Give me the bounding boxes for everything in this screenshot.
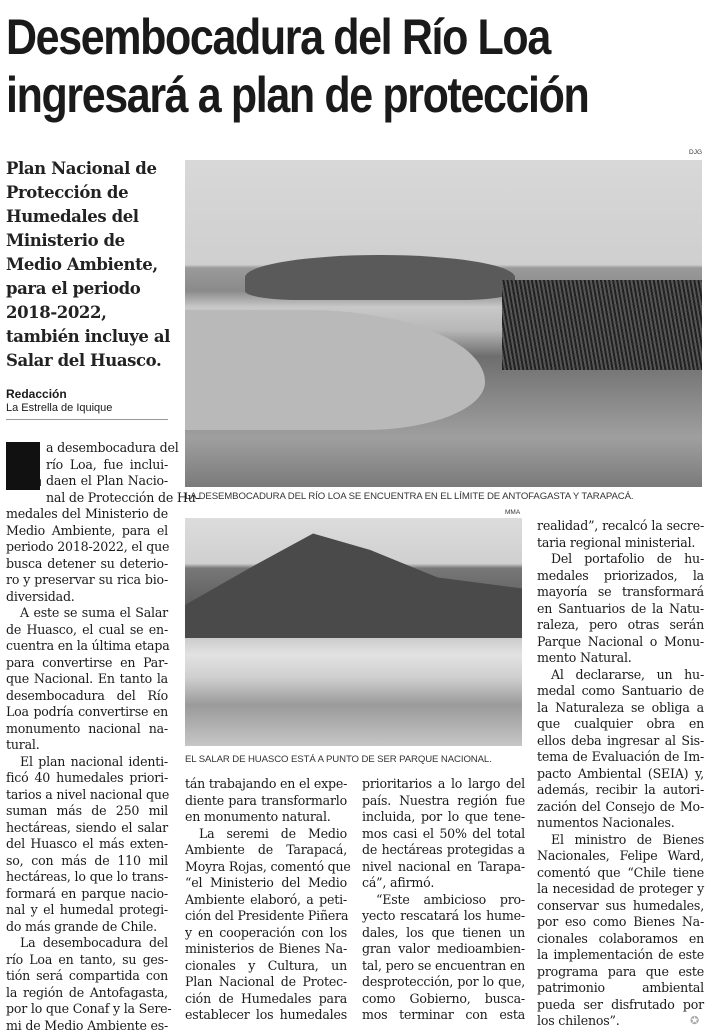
headline-line-1: Desembocadura del Río Loa: [6, 9, 550, 65]
article-text-line: busca detener su deterio-: [6, 555, 168, 571]
article-text-line: diente para transformarlo: [185, 792, 347, 808]
article-text-line: so, con más de 110 mil: [6, 852, 168, 868]
article-text-line: pueda ser disfrutado por: [537, 996, 704, 1012]
article-text-line: incluida, por lo que tene-: [362, 809, 525, 824]
article-text-line: programa para que este: [537, 963, 704, 979]
article-text-line: ministerios de Bienes Na-: [185, 941, 347, 956]
article-text-line: establecer los humedales: [185, 1007, 347, 1022]
article-text-line: dales, los que tienen un: [362, 924, 525, 940]
article-text-line: Del portafolio de hu-: [551, 551, 704, 566]
photo-salar-huasco: [185, 518, 522, 746]
article-text-line: la necesidad de proteger y: [537, 881, 704, 896]
photo-shape: [185, 528, 522, 638]
photo-shape: [185, 310, 485, 430]
article-text-line: que cualquier obra en: [537, 716, 704, 731]
article-text-line: país. Nuestra región fue: [362, 792, 525, 808]
article-text-line: tión será compartida con: [6, 968, 168, 983]
article-text-line: ficó 40 humedales priori-: [6, 770, 168, 785]
article-text-line: ción de Humedales para: [185, 990, 347, 1006]
article-column-3: [362, 776, 525, 1024]
article-text-line: del Huasco el más exten-: [6, 836, 168, 851]
article-text-line: Moyra Rojas, comentó que: [185, 858, 351, 874]
article-text-line: Loa podría convertirse en: [6, 704, 168, 719]
article-text-line: monumento nacional na-: [6, 720, 168, 736]
article-text-line: nal de Protección de Hu-: [46, 489, 200, 505]
article-text-line: además, recibir la autori-: [537, 782, 704, 797]
article-text-line: Plan Nacional de Protec-: [185, 974, 347, 989]
article-text-line: Medio Ambiente, para el: [6, 522, 168, 538]
article-text-line: nal y el humedal protegi-: [6, 902, 168, 917]
article-text-line: patrimonio ambiental: [537, 980, 704, 995]
article-text-line: “Este ambicioso pro-: [376, 891, 525, 907]
headline: [6, 8, 711, 124]
article-text-line: los chilenos”.: [537, 1013, 620, 1028]
article-text-line: nivel nacional en Tarapa-: [362, 858, 525, 874]
article-text-line: mayoría se transformará: [537, 584, 704, 599]
article-text-line: la implementación de este: [537, 947, 704, 962]
article-text-line: ellos deba ingresar al Sis-: [537, 732, 704, 748]
article-text-line: Ambiente de Tarapacá,: [185, 842, 347, 857]
article-text-line: cá”, afirmó.: [362, 875, 435, 890]
article-text-line: comentó que “Chile tiene: [537, 864, 704, 880]
article-text-line: zación del Consejo de Mo-: [537, 798, 704, 814]
headline-line-2: ingresará a plan de protección: [6, 67, 589, 123]
article-text-line: cionales colaboramos en: [537, 930, 704, 946]
article-text-line: realidad”, recalcó la secre-: [537, 518, 704, 533]
article-text-line: y en cooperación con los: [185, 924, 347, 940]
photo-shape: [245, 255, 515, 300]
article-text-line: Ambiente elaboró, a peti-: [185, 891, 347, 907]
article-text-line: que Nacional. En tanto la: [6, 671, 168, 686]
photo-caption: LA DESEMBOCADURA DEL RÍO LOA SE ENCUENTRA EN EL LÍMITE DE ANTOFAGASTA Y TARAPACÁ.: [185, 491, 634, 502]
article-text-line: formará en parque nacio-: [6, 885, 168, 901]
article-text-line: prioritarios a lo largo del: [362, 776, 525, 791]
article-text-line: El ministro de Bienes: [551, 831, 704, 847]
article-text-line: tarios a nivel nacional que: [6, 786, 170, 802]
article-text-line: daen el Plan Nacio-: [46, 473, 168, 488]
article-text-line: mos casi el 50% del total: [362, 825, 525, 841]
article-text-line: río Loa en tanto, su ges-: [6, 951, 168, 967]
article-column-1: [6, 432, 200, 1034]
drop-cap: L: [6, 432, 43, 499]
byline: [6, 388, 112, 415]
article-text-line: ro y preservar su rica bio-: [6, 572, 168, 587]
article-text-line: la Naturaleza se obliga a: [537, 699, 704, 715]
article-text-line: río Loa, fue inclui-: [46, 456, 168, 472]
article-text-line: ción del Presidente Piñera: [185, 908, 349, 923]
article-text-line: cuentra en la última etapa: [6, 638, 170, 653]
byline-author: Redacción: [6, 387, 67, 401]
article-text-line: La seremi de Medio: [199, 825, 347, 841]
article-text-line: periodo 2018-2022, el que: [6, 539, 170, 554]
photo-rio-loa: [185, 160, 702, 487]
article-text-line: medal como Santuario de: [537, 683, 704, 698]
byline-outlet: La Estrella de Iquique: [6, 402, 113, 414]
article-text-line: Al declararse, un hu-: [551, 666, 704, 682]
photo-credit: DJG: [689, 149, 702, 156]
article-text-line: numentos Nacionales.: [537, 815, 675, 830]
article-text-line: tema de Evaluación de Im-: [537, 749, 704, 764]
article-text-line: Parque Nacional o Monu-: [537, 633, 704, 649]
article-text-line: a desembocadura del: [46, 440, 179, 455]
article-text-line: tán trabajando en el expe-: [185, 776, 348, 791]
article-text-line: yecto rescatará los hume-: [362, 908, 525, 923]
article-text-line: como Gobierno, busca-: [362, 990, 525, 1006]
article-text-line: gran valor medioambien-: [362, 941, 525, 956]
article-text-line: La desembocadura del: [20, 935, 168, 950]
article-column-2: [185, 776, 351, 1024]
article-text-line: para convertirse en Par-: [6, 654, 168, 670]
article-text-line: mi de Medio Ambiente es-: [6, 1017, 169, 1033]
deck-summary: Plan Nacional de Protección de Humedales del Ministerio de Medio Ambiente, para el periodo 2018-2022, también incluye al Salar del Huasco.: [6, 159, 170, 370]
article-text-line: en Santuarios de la Natu-: [537, 600, 704, 616]
article-text-line: El plan nacional identi-: [20, 753, 168, 769]
photo-caption: EL SALAR DE HUASCO ESTÁ A PUNTO DE SER PARQUE NACIONAL.: [185, 754, 492, 765]
article-text-line: desembocadura del Río: [6, 687, 168, 703]
article-text-line: A este se suma el Salar: [20, 605, 168, 620]
article-text-line: Nacionales, Felipe Ward,: [537, 848, 704, 863]
article-text-line: tal, pero se encuentran en: [362, 957, 526, 973]
article-text-line: taria regional ministerial.: [537, 534, 696, 550]
article-text-line: mento Natural.: [537, 650, 632, 665]
article-text-line: de Huasco, el cual se en-: [6, 621, 168, 637]
article-text-line: mos terminar con esta: [362, 1007, 525, 1022]
article-text-line: suman más de 250 mil: [6, 803, 168, 818]
article-text-line: raleza, pero otras serán: [537, 617, 704, 632]
article-text-line: la región de Antofagasta,: [6, 984, 168, 1000]
article-text-line: conservar sus humedales,: [537, 897, 704, 913]
divider: [6, 419, 168, 420]
photo-shape: [502, 280, 702, 370]
photo-credit: MMA: [505, 509, 521, 516]
end-mark-icon: ✪: [690, 1014, 700, 1027]
article-text-line: tural.: [6, 737, 40, 752]
article-text-line: desprotección, por lo que,: [362, 974, 525, 989]
article-text-line: por lo que Conaf y la Sere-: [6, 1001, 172, 1016]
article-text-line: diversidad.: [6, 588, 75, 604]
article-text-line: pacto Ambiental (SEIA) y,: [537, 765, 704, 781]
article-column-4: [537, 518, 704, 1030]
article-text-line: de hectáreas protegidas a: [362, 842, 525, 857]
article-text-line: en monumento natural.: [185, 809, 331, 824]
article-text-line: medales del Ministerio de: [6, 506, 168, 521]
article-text-line: hectáreas, lo que lo trans-: [6, 869, 168, 884]
article-text-line: cionales y Cultura, un: [185, 957, 347, 973]
article-text-line: medales priorizados, la: [537, 567, 704, 583]
article-text-line: “el Ministerio del Medio: [185, 875, 347, 890]
article-text-line: hectáreas, siendo el salar: [6, 819, 168, 835]
article-text-line: do más grande de Chile.: [6, 918, 157, 934]
article-text-line: por eso como Bienes Na-: [537, 914, 704, 929]
